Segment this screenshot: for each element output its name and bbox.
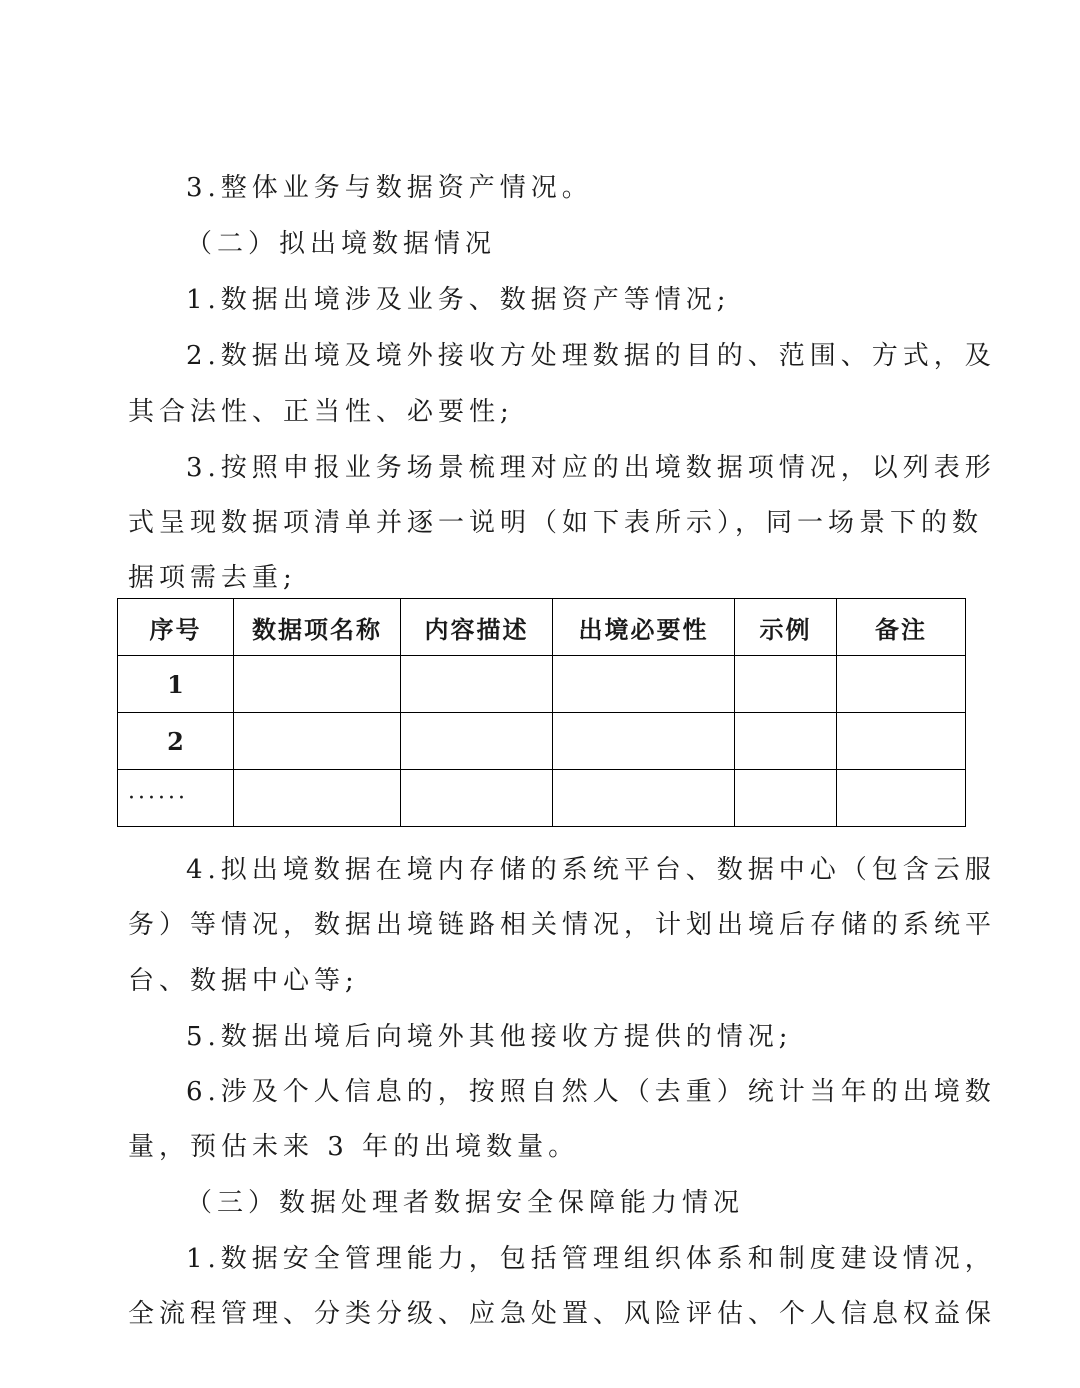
section-heading: （三）数据处理者数据安全保障能力情况 [186, 1188, 745, 1218]
paragraph-line: 据项需去重; [128, 563, 297, 593]
paragraph-line: 全流程管理、分类分级、应急处置、风险评估、个人信息权益保 [128, 1299, 997, 1329]
column-header: 示例 [735, 599, 837, 656]
column-header: 出境必要性 [553, 599, 735, 656]
paragraph-line: 2.数据出境及境外接收方处理数据的目的、范围、方式，及 [186, 341, 996, 371]
paragraph-line: 台、数据中心等; [128, 966, 359, 996]
table-cell [837, 770, 966, 827]
table-row [118, 713, 966, 770]
table-cell [401, 713, 553, 770]
paragraph-line: 式呈现数据项清单并逐一说明（如下表所示），同一场景下的数 [128, 508, 984, 538]
paragraph-line: 6.涉及个人信息的，按照自然人（去重）统计当年的出境数 [186, 1077, 996, 1107]
paragraph-line: 其合法性、正当性、必要性; [128, 397, 514, 427]
table-cell [401, 656, 553, 713]
table-cell [837, 656, 966, 713]
table-cell: 2 [118, 713, 234, 770]
column-header: 数据项名称 [234, 599, 401, 656]
table-cell [553, 656, 735, 713]
paragraph-line: 务）等情况，数据出境链路相关情况，计划出境后存储的系统平 [128, 910, 997, 940]
paragraph-line: 3.按照申报业务场景梳理对应的出境数据项情况，以列表形 [186, 453, 996, 483]
section-heading: （二）拟出境数据情况 [186, 229, 497, 259]
table-row [118, 656, 966, 713]
table-cell [735, 770, 837, 827]
paragraph-line: 量，预估未来 3 年的出境数量。 [128, 1132, 580, 1162]
table-cell [234, 770, 401, 827]
data-items-table [117, 598, 966, 827]
table-cell: ······ [118, 770, 234, 827]
table-cell [837, 713, 966, 770]
column-header: 备注 [837, 599, 966, 656]
paragraph-line: 1.数据出境涉及业务、数据资产等情况; [186, 285, 731, 315]
table-cell [553, 713, 735, 770]
paragraph-line: 5.数据出境后向境外其他接收方提供的情况; [186, 1022, 793, 1052]
table-cell: 1 [118, 656, 234, 713]
table-cell [401, 770, 553, 827]
table-row [118, 770, 966, 827]
table-cell [234, 713, 401, 770]
column-header: 内容描述 [401, 599, 553, 656]
table-cell [234, 656, 401, 713]
paragraph-line: 3.整体业务与数据资产情况。 [186, 173, 593, 203]
paragraph-line: 4.拟出境数据在境内存储的系统平台、数据中心（包含云服 [186, 855, 996, 885]
table-cell [735, 656, 837, 713]
column-header: 序号 [118, 599, 234, 656]
table-cell [553, 770, 735, 827]
table-cell [735, 713, 837, 770]
table-header-row [118, 599, 966, 656]
paragraph-line: 1.数据安全管理能力，包括管理组织体系和制度建设情况， [186, 1244, 996, 1274]
